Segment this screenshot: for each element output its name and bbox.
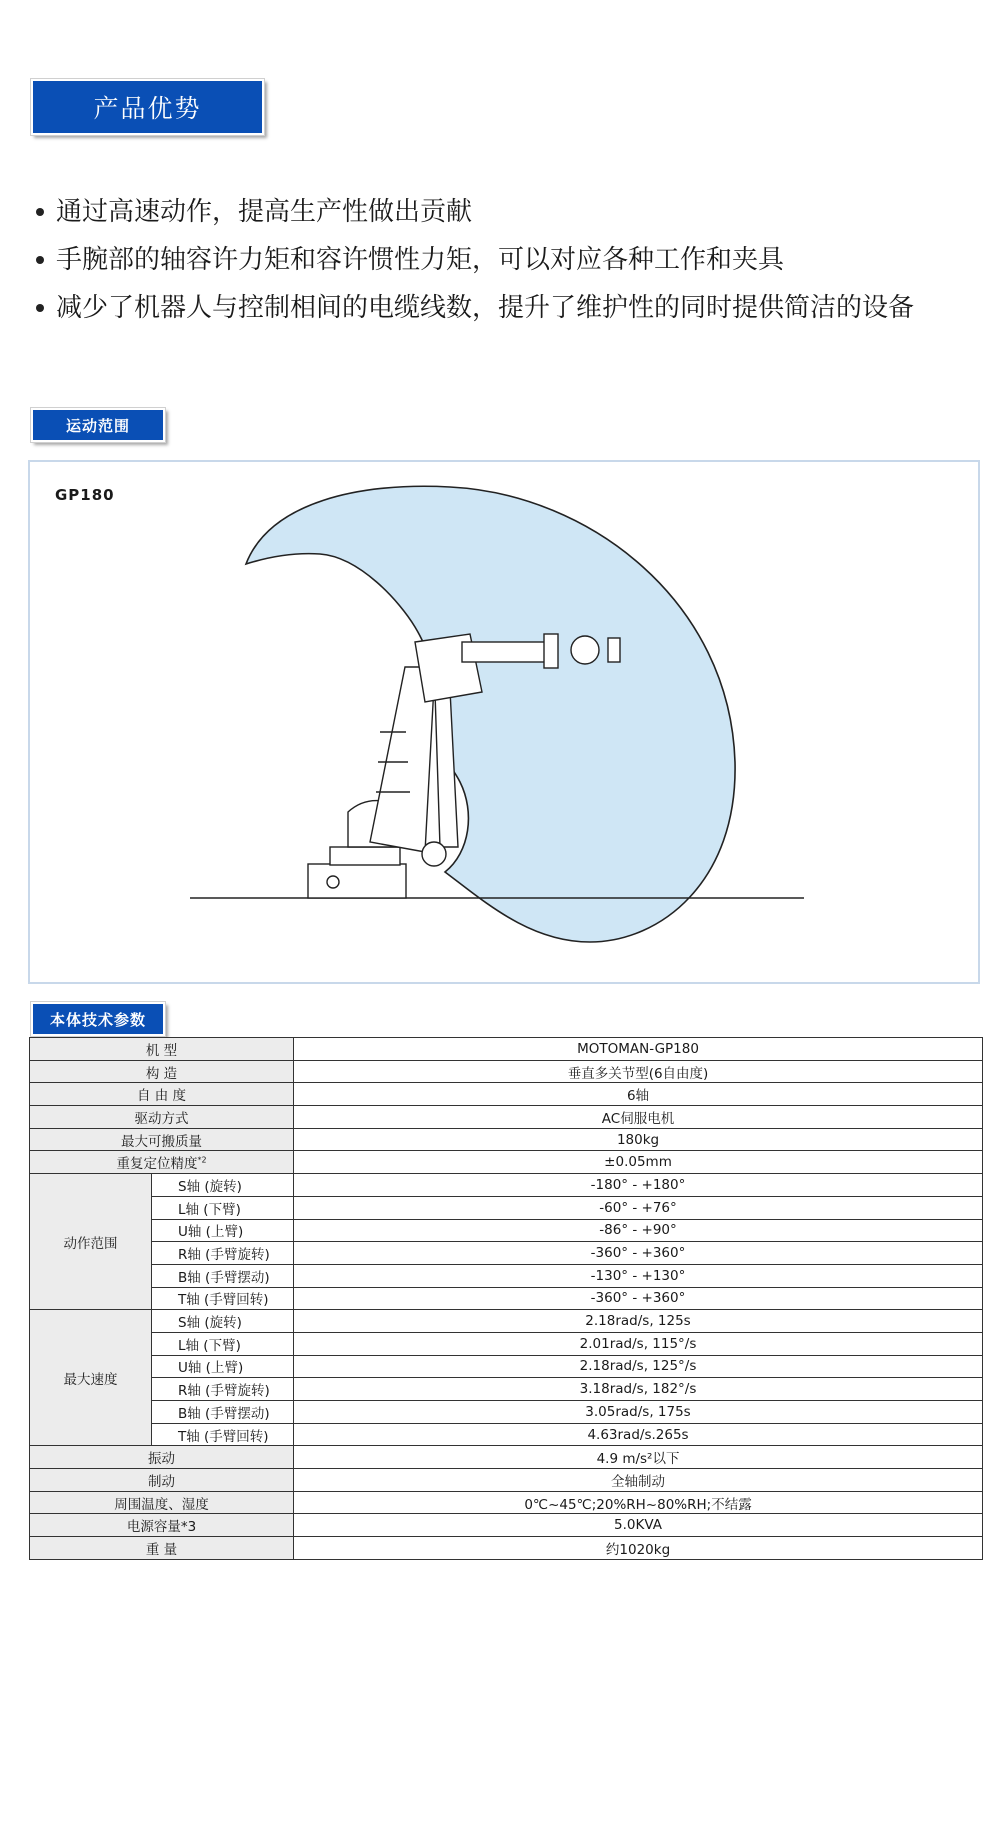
table-row: [30, 1060, 983, 1083]
table-row: [30, 1537, 983, 1560]
specs-title: 本体技术参数: [49, 1010, 146, 1029]
bullet-dot-icon: [36, 256, 44, 264]
table-row: [30, 1401, 983, 1424]
table-row: [30, 1355, 983, 1378]
product-advantages-badge: [31, 79, 264, 135]
table-row: [30, 1469, 983, 1492]
axis-value: 2.01rad/s, 115°/s: [294, 1332, 983, 1355]
bullet-dot-icon: [36, 304, 44, 312]
row-label: 最大可搬质量: [30, 1128, 294, 1151]
table-row: [30, 1151, 983, 1174]
axis-value: -360° - +360°: [294, 1242, 983, 1265]
table-row: [30, 1310, 983, 1333]
row-label: 重 量: [30, 1537, 294, 1560]
row-value: 5.0KVA: [294, 1514, 983, 1537]
table-row: [30, 1106, 983, 1129]
axis-label: S轴 (旋转): [152, 1310, 294, 1333]
row-value: 垂直多关节型(6自由度): [294, 1060, 983, 1083]
row-value: 180kg: [294, 1128, 983, 1151]
axis-label: R轴 (手臂旋转): [152, 1242, 294, 1265]
max-speed-group-label: 最大速度: [30, 1310, 152, 1446]
axis-label: T轴 (手臂回转): [152, 1287, 294, 1310]
motion-range-group-label: 动作范围: [30, 1174, 152, 1310]
axis-value: 2.18rad/s, 125°/s: [294, 1355, 983, 1378]
table-row: [30, 1038, 983, 1061]
row-label: 制动: [30, 1469, 294, 1492]
axis-value: -86° - +90°: [294, 1219, 983, 1242]
motion-range-diagram: [28, 460, 980, 984]
motion-range-title: 运动范围: [65, 416, 130, 435]
row-value: MOTOMAN-GP180: [294, 1038, 983, 1061]
axis-label: R轴 (手臂旋转): [152, 1378, 294, 1401]
table-row: [30, 1083, 983, 1106]
axis-value: 3.18rad/s, 182°/s: [294, 1378, 983, 1401]
row-label: 电源容量*3: [30, 1514, 294, 1537]
row-label: 自 由 度: [30, 1083, 294, 1106]
table-row: [30, 1219, 983, 1242]
axis-label: L轴 (下臂): [152, 1196, 294, 1219]
robot-workspace-drawing: [30, 462, 982, 986]
table-row: [30, 1264, 983, 1287]
footnote-marker: *2: [197, 1155, 207, 1165]
axis-label: S轴 (旋转): [152, 1174, 294, 1197]
list-item: 手腕部的轴容许力矩和容许惯性力矩，可以对应各种工作和夹具: [34, 236, 914, 284]
axis-value: -360° - +360°: [294, 1287, 983, 1310]
row-value: ±0.05mm: [294, 1151, 983, 1174]
table-row: [30, 1446, 983, 1469]
advantages-list: [34, 188, 914, 332]
table-row: [30, 1514, 983, 1537]
row-value: AC伺服电机: [294, 1106, 983, 1129]
row-value: 全轴制动: [294, 1469, 983, 1492]
row-label: 驱动方式: [30, 1106, 294, 1129]
row-label: 构 造: [30, 1060, 294, 1083]
spec-table: [29, 1037, 983, 1560]
row-label: 振动: [30, 1446, 294, 1469]
table-row: [30, 1423, 983, 1446]
table-row: [30, 1174, 983, 1197]
row-value: 0℃~45℃;20%RH~80%RH;不结露: [294, 1491, 983, 1514]
specs-badge: [31, 1002, 165, 1036]
list-item: 减少了机器人与控制相间的电缆线数，提升了维护性的同时提供简洁的设备: [34, 284, 914, 332]
bullet-dot-icon: [36, 208, 44, 216]
axis-label: B轴 (手臂摆动): [152, 1401, 294, 1424]
list-item: 通过高速动作，提高生产性做出贡献: [34, 188, 914, 236]
robot-model-label: GP180: [55, 486, 115, 504]
table-row: [30, 1196, 983, 1219]
row-value: 约1020kg: [294, 1537, 983, 1560]
axis-value: 2.18rad/s, 125s: [294, 1310, 983, 1333]
axis-value: 4.63rad/s.265s: [294, 1423, 983, 1446]
axis-value: -180° - +180°: [294, 1174, 983, 1197]
axis-value: -130° - +130°: [294, 1264, 983, 1287]
motion-range-badge: [31, 408, 165, 442]
axis-label: U轴 (上臂): [152, 1355, 294, 1378]
row-label: 机 型: [30, 1038, 294, 1061]
product-advantages-title: 产品优势: [93, 94, 202, 123]
table-row: [30, 1491, 983, 1514]
table-row: [30, 1128, 983, 1151]
table-row: [30, 1287, 983, 1310]
row-label: 周围温度、湿度: [30, 1491, 294, 1514]
axis-value: -60° - +76°: [294, 1196, 983, 1219]
row-label: 重复定位精度$^{*2}$: [30, 1151, 294, 1174]
axis-label: T轴 (手臂回转): [152, 1423, 294, 1446]
axis-label: L轴 (下臂): [152, 1332, 294, 1355]
axis-label: B轴 (手臂摆动): [152, 1264, 294, 1287]
axis-value: 3.05rad/s, 175s: [294, 1401, 983, 1424]
row-value: 6轴: [294, 1083, 983, 1106]
table-row: [30, 1378, 983, 1401]
axis-label: U轴 (上臂): [152, 1219, 294, 1242]
table-row: [30, 1242, 983, 1265]
row-value: 4.9 m/s²以下: [294, 1446, 983, 1469]
table-row: [30, 1332, 983, 1355]
